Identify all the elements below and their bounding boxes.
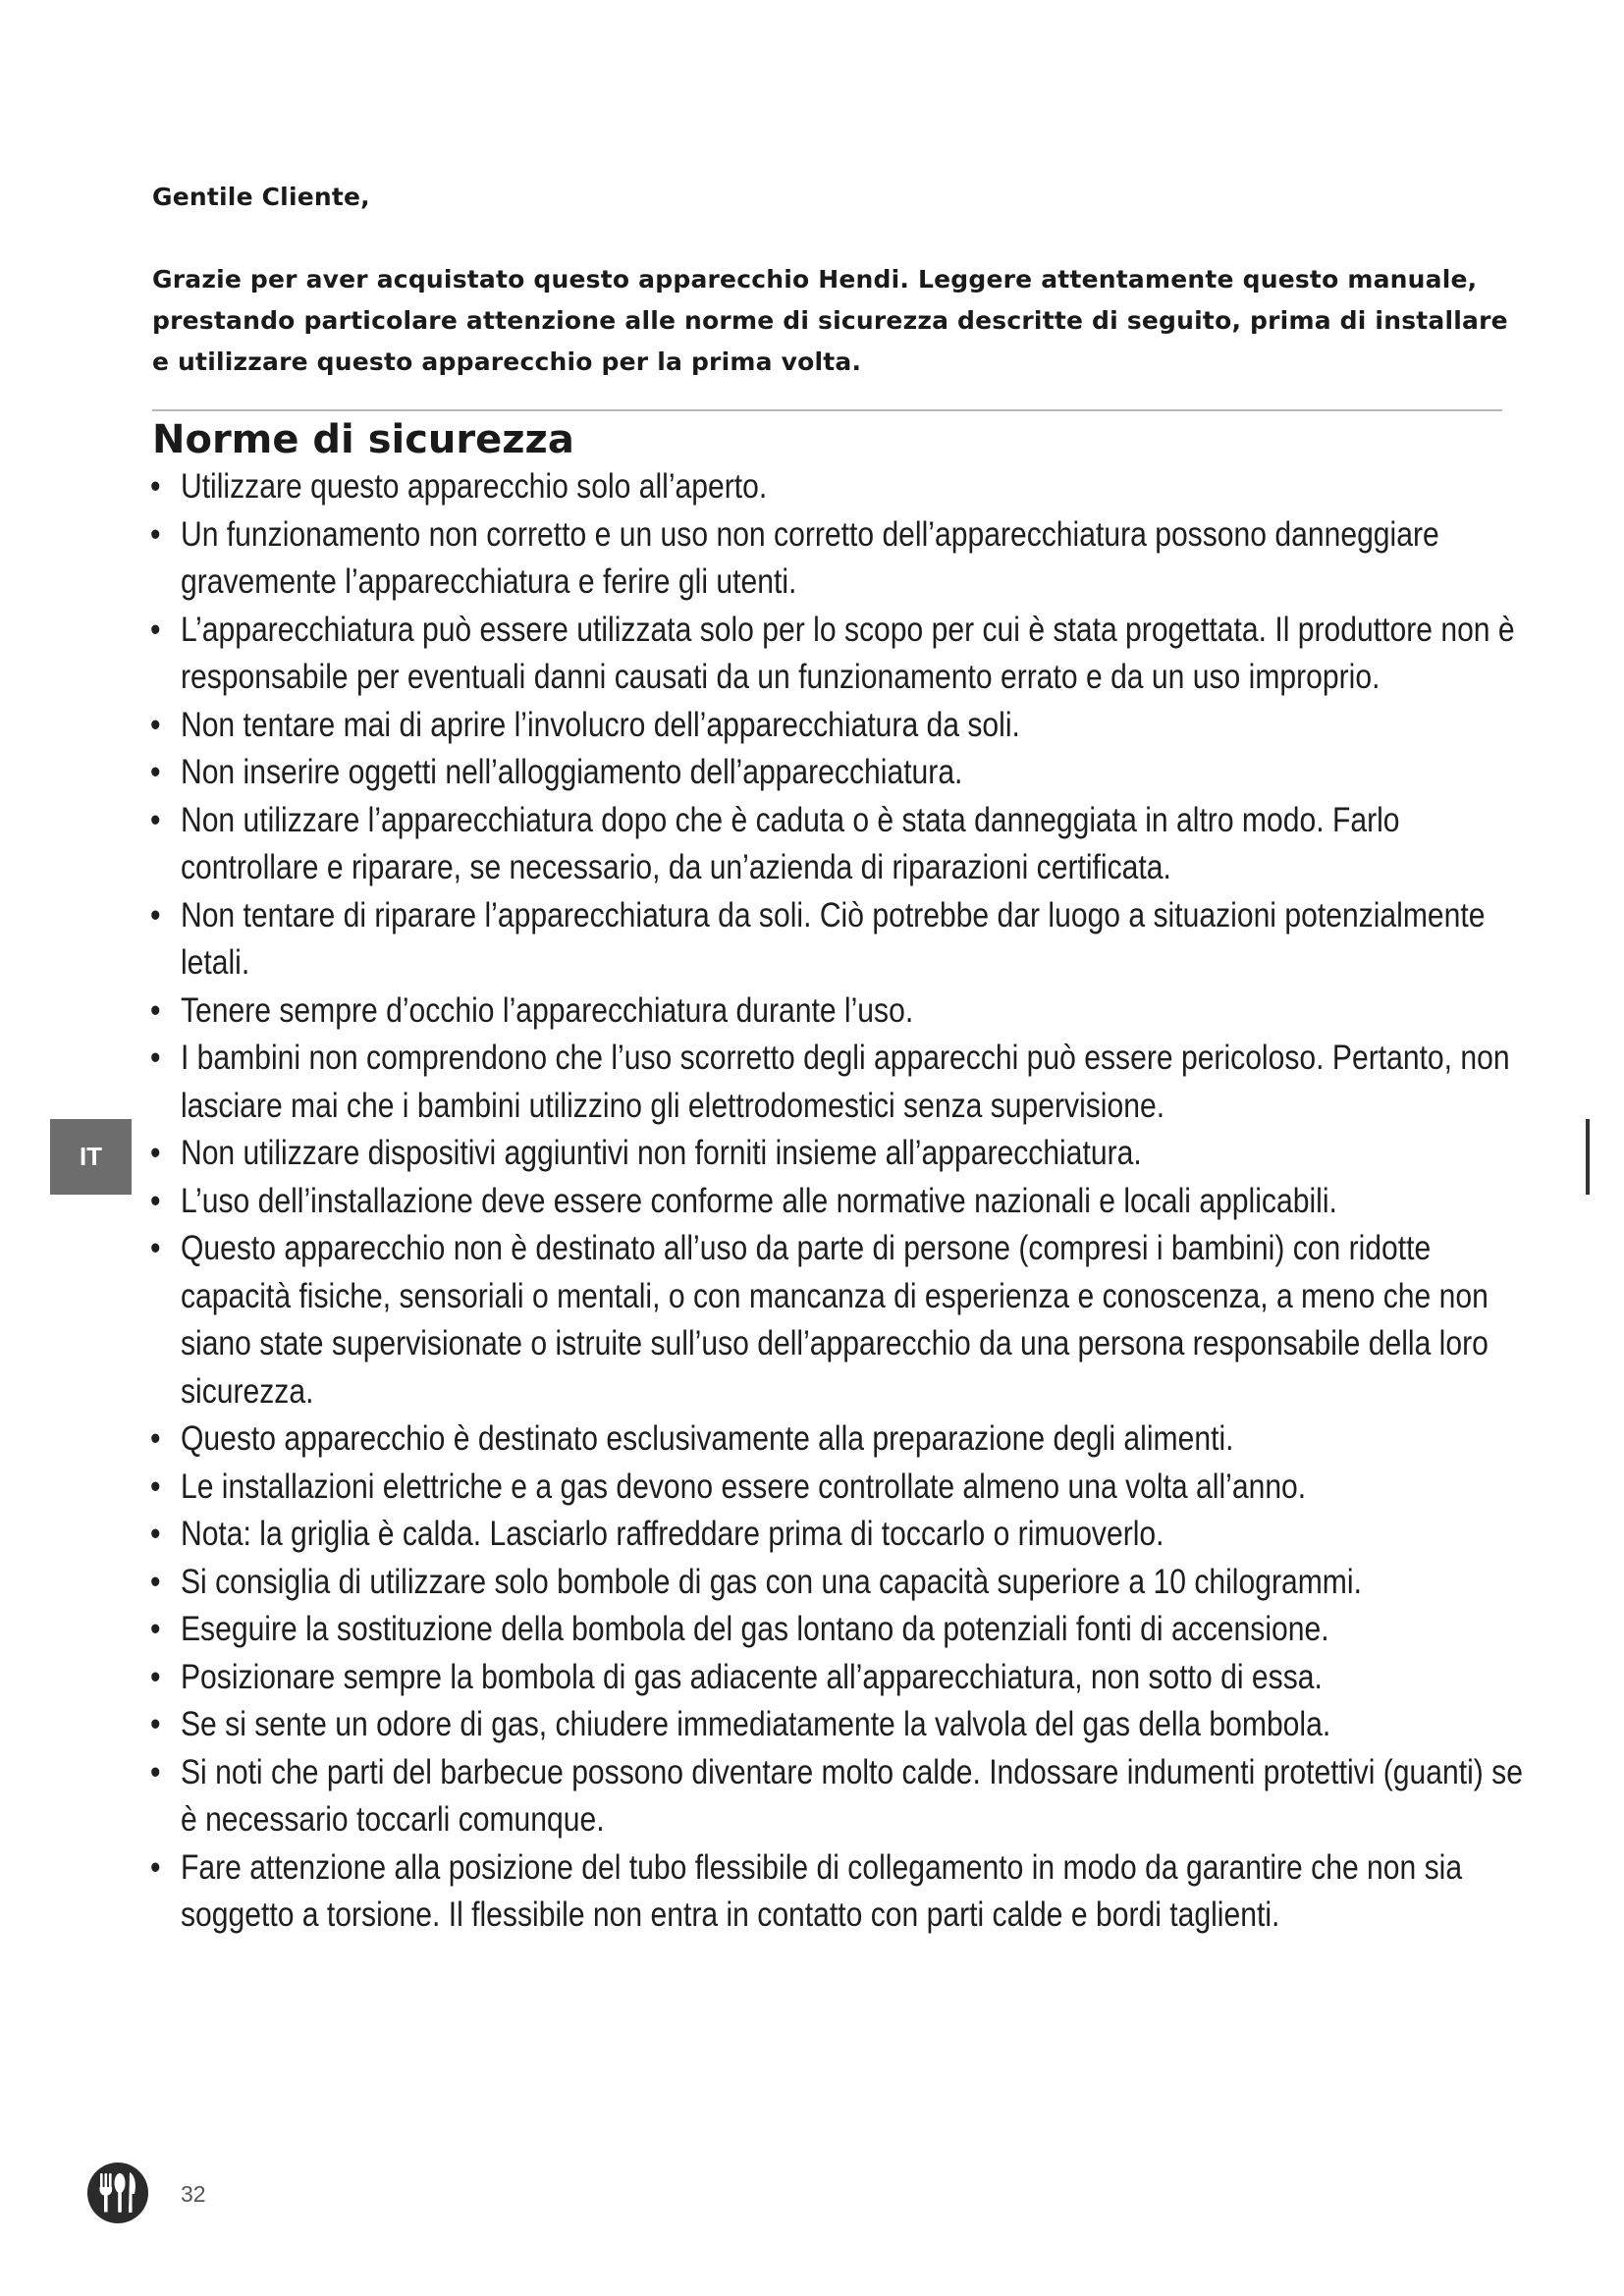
divider	[152, 409, 1502, 411]
bullet: •	[150, 467, 161, 506]
rule-text: Si noti che parti del barbecue possono diventare molto calde. Indossare indumenti protettivi (guanti) se è necessario toccarli comunque.	[180, 1752, 1523, 1839]
bullet: •	[150, 895, 161, 934]
bullet: •	[150, 1419, 161, 1458]
bullet: •	[150, 1515, 161, 1553]
safety-rules-list	[150, 463, 1530, 1940]
bullet: •	[150, 1229, 161, 1267]
language-tab: IT	[50, 1119, 132, 1195]
rule-text: Si consiglia di utilizzare solo bombole di gas con una capacità superiore a 10 chilogrammi.	[180, 1562, 1362, 1601]
bullet: •	[150, 1752, 161, 1791]
rule-text: Le installazioni elettriche e a gas devono essere controllate almeno una volta all’anno.	[180, 1467, 1307, 1506]
greeting: Gentile Cliente,	[152, 183, 370, 211]
list-item	[150, 1511, 1530, 1559]
cutlery-logo-icon	[86, 2162, 149, 2224]
intro-paragraph: Grazie per aver acquistato questo apparecchio Hendi. Leggere attentamente questo manuale, prestando particolare attenzione alle norme di sicurezza descritte di seguito, prima di installare e utilizzare questo apparecchio per la prima volta.	[152, 265, 1508, 376]
bullet: •	[150, 1134, 161, 1172]
bullet: •	[150, 1610, 161, 1648]
bullet: •	[150, 1562, 161, 1601]
list-item	[150, 1701, 1530, 1749]
bullet: •	[150, 1847, 161, 1887]
rule-text: Questo apparecchio è destinato esclusivamente alla preparazione degli alimenti.	[180, 1419, 1234, 1458]
list-item	[150, 749, 1530, 797]
list-item	[150, 1130, 1530, 1178]
rule-text: L’apparecchiatura può essere utilizzata solo per lo scopo per cui è stata progettata. Il produttore non è responsabile per eventuali danni causati da un funzionamento errato e da un uso improprio.	[180, 610, 1515, 696]
list-item	[150, 1035, 1530, 1130]
bullet: •	[150, 1039, 161, 1077]
list-item	[150, 1415, 1530, 1464]
rule-text: Posizionare sempre la bombola di gas adiacente all’apparecchiatura, non sotto di essa.	[180, 1657, 1323, 1696]
rule-text: Non utilizzare l’apparecchiatura dopo che è caduta o è stata danneggiata in altro modo. Farlo controllare e riparare, se necessario, da un’azienda di riparazioni certificata.	[180, 800, 1400, 886]
list-item	[150, 1654, 1530, 1702]
bullet: •	[150, 1657, 161, 1696]
rule-text: Tenere sempre d’occhio l’apparecchiatura durante l’uso.	[180, 990, 914, 1030]
side-marker	[1586, 1119, 1590, 1195]
bullet: •	[150, 1181, 161, 1220]
list-item	[150, 511, 1530, 607]
list-item	[150, 1749, 1530, 1844]
bullet: •	[150, 1467, 161, 1506]
rule-text: Nota: la griglia è calda. Lasciarlo raffreddare prima di toccarlo o rimuoverlo.	[180, 1515, 1164, 1553]
list-item	[150, 1225, 1530, 1415]
rule-text: Non tentare mai di aprire l’involucro dell’apparecchiatura da soli.	[180, 705, 1020, 744]
bullet: •	[150, 610, 161, 649]
page-number: 32	[181, 2181, 206, 2207]
list-item	[150, 1464, 1530, 1512]
list-item	[150, 463, 1530, 511]
section-title: Norme di sicurezza	[152, 417, 574, 462]
rule-text: Eseguire la sostituzione della bombola del gas lontano da potenziali fonti di accensione.	[180, 1610, 1329, 1648]
rule-text: Non inserire oggetti nell’alloggiamento dell’apparecchiatura.	[180, 753, 963, 791]
rule-text: Se si sente un odore di gas, chiudere immediatamente la valvola del gas della bombola.	[180, 1705, 1331, 1743]
rule-text: L’uso dell’installazione deve essere conforme alle normative nazionali e locali applicabili.	[180, 1181, 1337, 1220]
rule-text: Fare attenzione alla posizione del tubo flessibile di collegamento in modo da garantire che non sia soggetto a torsione. Il flessibile non entra in contatto con parti calde e bordi taglienti.	[180, 1847, 1463, 1934]
list-item	[150, 702, 1530, 750]
list-item	[150, 1606, 1530, 1654]
rule-text: Non utilizzare dispositivi aggiuntivi non forniti insieme all’apparecchiatura.	[180, 1134, 1142, 1172]
bullet: •	[150, 514, 161, 554]
rule-text: Non tentare di riparare l’apparecchiatura da soli. Ciò potrebbe dar luogo a situazioni potenzialmente letali.	[180, 895, 1486, 982]
list-item	[150, 607, 1530, 702]
list-item	[150, 1844, 1530, 1940]
bullet: •	[150, 1705, 161, 1743]
list-item	[150, 797, 1530, 892]
list-item	[150, 988, 1530, 1036]
list-item	[150, 892, 1530, 988]
bullet: •	[150, 990, 161, 1030]
list-item	[150, 1559, 1530, 1607]
rule-text: Questo apparecchio non è destinato all’uso da parte di persone (compresi i bambini) con ridotte capacità fisiche, sensoriali o mentali, o con mancanza di esperienza e conoscenza, a meno che non siano state supervisionate o istruite sull’uso dell’apparecchio da una persona responsabile della loro sicurezza.	[180, 1229, 1489, 1411]
rule-text: I bambini non comprendono che l’uso scorretto degli apparecchi può essere pericoloso. Pertanto, non lasciare mai che i bambini utilizzino gli elettrodomestici senza supervisione.	[180, 1039, 1510, 1125]
rule-text: Un funzionamento non corretto e un uso non corretto dell’apparecchiatura possono danneggiare gravemente l’apparecchiatura e ferire gli utenti.	[180, 514, 1439, 601]
rule-text: Utilizzare questo apparecchio solo all’aperto.	[180, 467, 768, 506]
list-item	[150, 1178, 1530, 1226]
bullet: •	[150, 800, 161, 839]
bullet: •	[150, 705, 161, 744]
bullet: •	[150, 753, 161, 791]
